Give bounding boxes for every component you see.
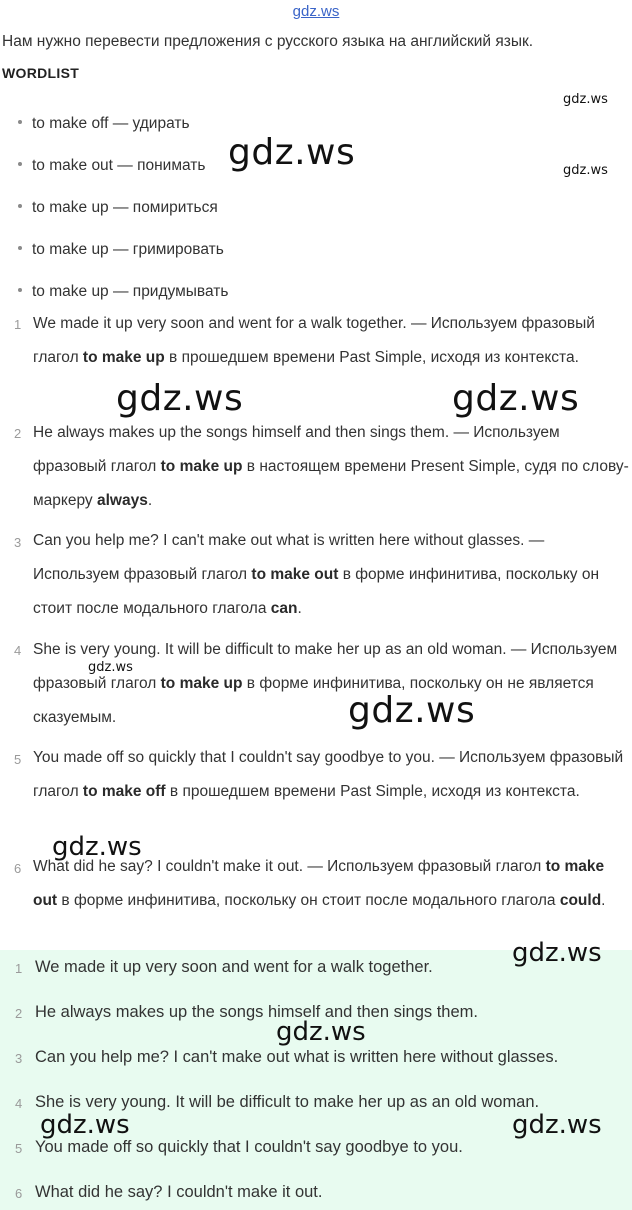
- answer-number: 5: [15, 1141, 23, 1156]
- answer-item: Can you help me? I can't make out what is written here without glasses.: [35, 1048, 559, 1066]
- watermark: gdz.ws: [116, 378, 244, 419]
- answer-item: You made off so quickly that I couldn't say goodbye to you.: [35, 1138, 463, 1156]
- explanation-item: You made off so quickly that I couldn't say goodbye to you. — Используем фразовый глагол to make off в прошедшем времени Past Simple, исходя из контекста.: [33, 749, 624, 800]
- explanation-item: She is very young. It will be difficult to make her up as an old woman. — Используем фразовый глагол to make up в форме инфинитива, поскольку он не является сказуемым.: [33, 641, 618, 726]
- header-site-link[interactable]: gdz.ws: [292, 3, 340, 20]
- watermark: gdz.ws: [276, 1017, 366, 1047]
- wordlist-item-text: to make up — помириться: [32, 199, 218, 216]
- explanation-number: 5: [14, 752, 22, 767]
- explanation-number: 1: [14, 317, 22, 332]
- explanation-number: 6: [14, 861, 22, 876]
- watermark: gdz.ws: [452, 378, 580, 419]
- wordlist-item-text: to make up — гримировать: [32, 241, 224, 258]
- bullet-icon: [18, 246, 22, 250]
- wordlist-item: [18, 283, 228, 301]
- watermark: gdz.ws: [512, 938, 602, 968]
- explanation-number: 3: [14, 535, 22, 550]
- watermark: gdz.ws: [563, 92, 608, 107]
- wordlist-heading: WORDLIST: [2, 65, 80, 81]
- intro-text: Нам нужно перевести предложения с русского языка на английский язык.: [2, 33, 534, 50]
- wordlist-item-text: to make up — придумывать: [32, 283, 229, 300]
- answer-item: What did he say? I couldn't make it out.: [35, 1183, 323, 1201]
- watermark: gdz.ws: [228, 132, 356, 173]
- watermark: gdz.ws: [88, 660, 133, 675]
- answers-panel: [0, 950, 632, 1210]
- wordlist-item-text: to make out — понимать: [32, 157, 206, 174]
- bullet-icon: [18, 204, 22, 208]
- watermark: gdz.ws: [512, 1110, 602, 1140]
- wordlist-item: [18, 157, 205, 175]
- answer-item: We made it up very soon and went for a walk together.: [35, 958, 433, 976]
- answer-item: She is very young. It will be difficult to make her up as an old woman.: [35, 1093, 540, 1111]
- explanation-item: Can you help me? I can't make out what is written here without glasses. — Используем фразовый глагол to make out в форме инфинитива, поскольку он стоит после модального глагола can.: [33, 532, 600, 617]
- wordlist-item: [18, 241, 224, 259]
- answer-number: 1: [15, 961, 23, 976]
- wordlist-item: [18, 199, 218, 217]
- answer-item: He always makes up the songs himself and then sings them.: [35, 1003, 478, 1021]
- explanation-item: What did he say? I couldn't make it out. — Используем фразовый глагол to make out в форме инфинитива, поскольку он стоит после модального глагола could.: [33, 858, 606, 909]
- watermark: gdz.ws: [52, 832, 142, 862]
- explanation-number: 4: [14, 643, 22, 658]
- watermark: gdz.ws: [40, 1110, 130, 1140]
- bullet-icon: [18, 162, 22, 166]
- answer-number: 2: [15, 1006, 23, 1021]
- explanation-number: 2: [14, 426, 22, 441]
- watermark: gdz.ws: [348, 690, 476, 731]
- answer-number: 6: [15, 1186, 23, 1201]
- answer-number: 4: [15, 1096, 23, 1111]
- watermark: gdz.ws: [563, 163, 608, 178]
- explanation-item: We made it up very soon and went for a walk together. — Используем фразовый глагол to make up в прошедшем времени Past Simple, исходя из контекста.: [33, 315, 595, 366]
- explanation-item: He always makes up the songs himself and then sings them. — Используем фразовый глагол to make up в настоящем времени Present Simple, судя по слову-маркеру always.: [33, 424, 629, 509]
- bullet-icon: [18, 288, 22, 292]
- wordlist-item-text: to make off — удирать: [32, 115, 190, 132]
- bullet-icon: [18, 120, 22, 124]
- wordlist-item: [18, 115, 190, 133]
- answer-number: 3: [15, 1051, 23, 1066]
